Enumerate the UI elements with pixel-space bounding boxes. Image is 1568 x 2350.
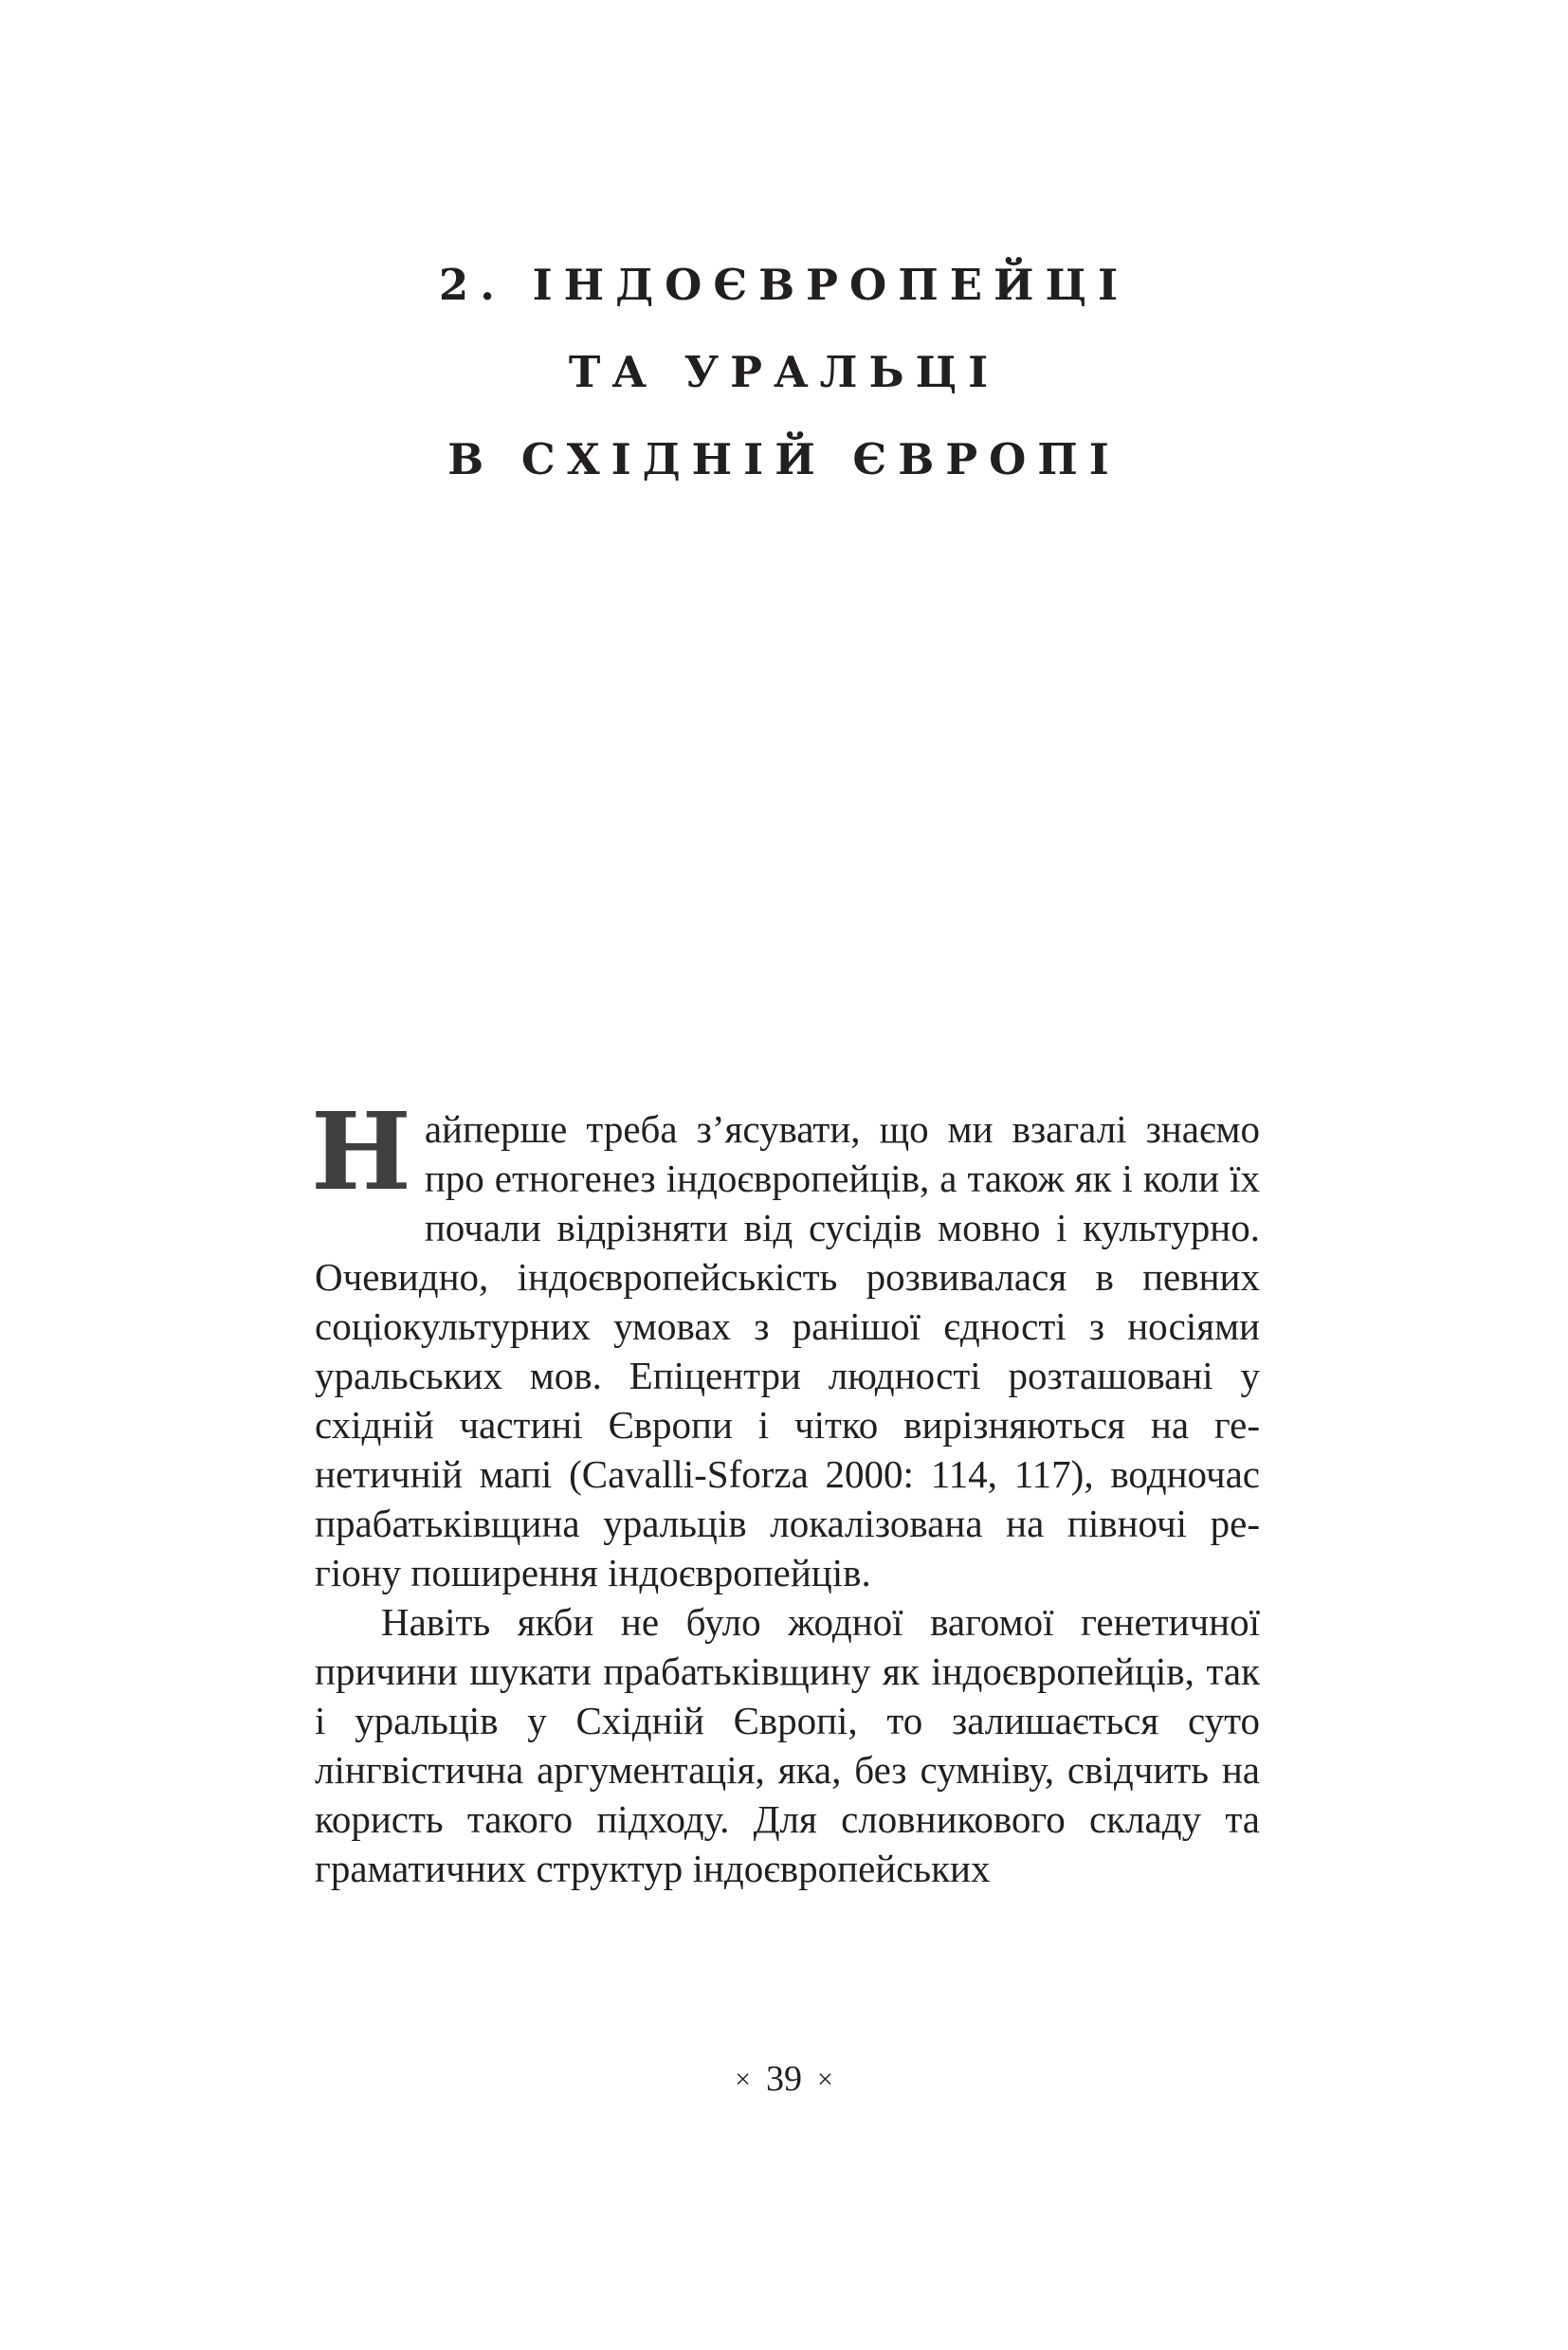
body-text: [311, 1090, 1260, 1893]
page-footer: [0, 2058, 1568, 2103]
drop-cap: Н: [311, 1090, 411, 1214]
ornament-left-icon: ×: [735, 2064, 751, 2096]
chapter-title-line-2: ТА УРАЛЬЦІ: [568, 347, 1000, 397]
paragraph-1-text: айперше треба з’ясувати, що ми взагалі знаємо про етногенез індоєвропейців, а також як і коли їх почали відрізняти від сусідів мовно і культурно. Очевидно, індоєвропейськість розвивалася в певних соціокультурних умовах з ранішої єдності з носіями уральських мов. Епіцентри людності розташовані у східній частині Європи і чітко вирізняються на генетичній мапі (Cavalli-Sforza 2000: 114, 117), водночас прабатьківщина уральців локалізована на півночі регіону поширення індоєвропейців.: [315, 1107, 1260, 1594]
chapter-title-line-3: В СХІДНІЙ ЄВРОПІ: [447, 434, 1121, 484]
chapter-title: [0, 242, 1568, 503]
paragraph-2: Навіть якби не було жодної вагомої генетичної причини шукати прабатьківщину як індоєвропейців, так і уральців у Східній Європі, то залишається суто лінгвістична аргументація, яка, без сумніву, свідчить на користь такого підходу. Для словникового складу та граматичних структур індоєвропейських: [315, 1600, 1260, 1890]
page-number: 39: [766, 2059, 802, 2099]
chapter-title-line-1: 2. ІНДОЄВРОПЕЙЦІ: [438, 260, 1130, 310]
ornament-right-icon: ×: [817, 2064, 833, 2096]
paragraph-1: [311, 1090, 1260, 1597]
